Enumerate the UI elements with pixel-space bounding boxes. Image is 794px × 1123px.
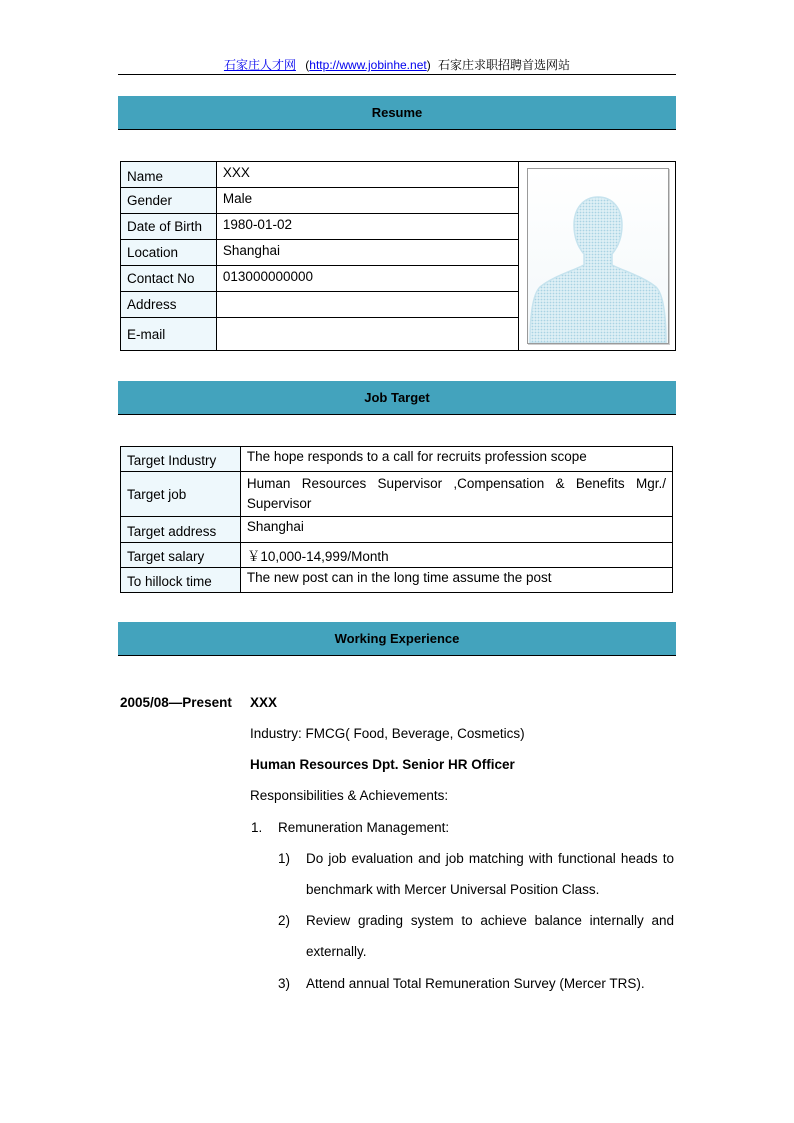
personal-value: XXX (216, 162, 518, 188)
table-row (121, 447, 673, 472)
job-value-line: Human Resources Supervisor ,Compensation & Benefits Mgr./ (246, 476, 666, 491)
job-label: Target salary (121, 543, 241, 568)
job-value-line: Supervisor (246, 496, 312, 511)
sub-item-text: externally. (306, 944, 367, 959)
url-link[interactable]: http://www.jobinhe.net (309, 58, 427, 72)
job-label: Target job (121, 472, 241, 517)
personal-value: 1980-01-02 (216, 214, 518, 240)
sub-item-text: benchmark with Mercer Universal Position Class. (306, 882, 600, 897)
section-resume-title: Resume (118, 96, 676, 130)
job-value: ￥10,000-14,999/Month (240, 543, 672, 568)
personal-value: 013000000000 (216, 266, 518, 292)
job-value (240, 472, 672, 517)
experience-period: 2005/08—Present (120, 695, 232, 710)
table-row (121, 517, 673, 543)
site-link[interactable]: 石家庄人才网 (223, 58, 296, 72)
photo-placeholder (527, 168, 669, 344)
personal-label: Gender (121, 188, 217, 214)
experience-title: Human Resources Dpt. Senior HR Officer (250, 757, 515, 772)
personal-label: Date of Birth (121, 214, 217, 240)
section-job-target-title: Job Target (118, 381, 676, 415)
sub-item-number: 3) (278, 976, 291, 991)
job-value: The new post can in the long time assume the post (240, 568, 672, 593)
header-tagline: 石家庄求职招聘首选网站 (438, 58, 571, 72)
job-label: Target address (121, 517, 241, 543)
responsibilities-heading: Responsibilities & Achievements: (250, 788, 449, 803)
job-label: Target Industry (121, 447, 241, 472)
job-target-table (120, 446, 673, 593)
personal-label: Name (121, 162, 217, 188)
table-row (121, 472, 673, 517)
job-label: To hillock time (121, 568, 241, 593)
personal-value: Male (216, 188, 518, 214)
sub-item-text: Review grading system to achieve balance internally and (306, 913, 674, 928)
personal-label: E-mail (121, 318, 217, 351)
sub-item-number: 1) (278, 851, 291, 866)
job-value: Shanghai (240, 517, 672, 543)
personal-value: Shanghai (216, 240, 518, 266)
list-item-text: Remuneration Management: (278, 820, 450, 835)
experience-industry: Industry: FMCG( Food, Beverage, Cosmetics) (250, 726, 525, 741)
list-item-number: 1. (251, 820, 263, 835)
experience-company: XXX (250, 695, 278, 710)
sub-item-number: 2) (278, 913, 291, 928)
url-open: ( (305, 58, 310, 72)
person-silhouette-icon (528, 169, 668, 343)
sub-item-text: Attend annual Total Remuneration Survey (Mercer TRS). (306, 976, 645, 991)
sub-item-text: Do job evaluation and job matching with functional heads to (306, 851, 674, 866)
url-close: ) (426, 58, 431, 72)
personal-value (216, 318, 518, 351)
table-row (121, 568, 673, 593)
personal-label: Contact No (121, 266, 217, 292)
personal-value (216, 292, 518, 318)
personal-label: Location (121, 240, 217, 266)
personal-label: Address (121, 292, 217, 318)
table-row (121, 543, 673, 568)
job-value: The hope responds to a call for recruits profession scope (240, 447, 672, 472)
page-header (118, 56, 676, 75)
section-working-experience-title: Working Experience (118, 622, 676, 656)
